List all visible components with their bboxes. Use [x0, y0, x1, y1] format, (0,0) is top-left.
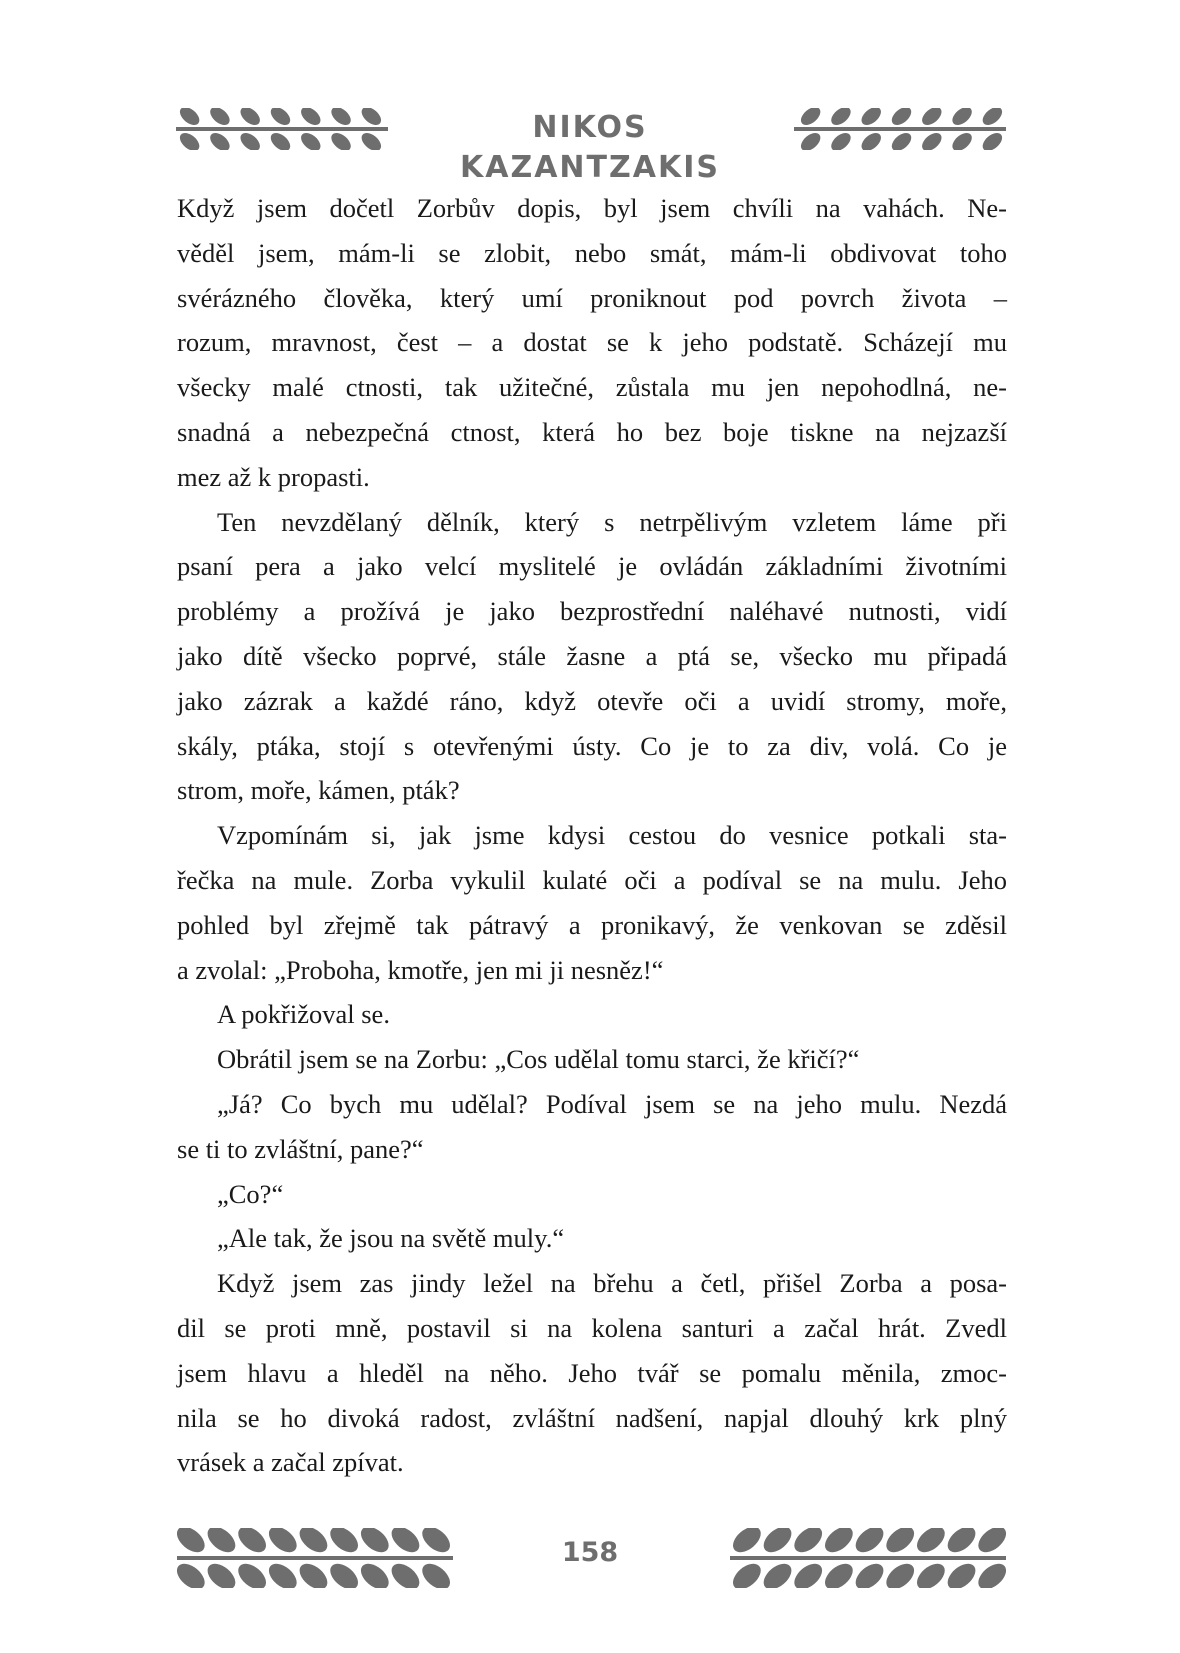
text-line: „Co?“ — [217, 1178, 284, 1209]
leaf-icon — [207, 108, 233, 128]
leaf-icon — [203, 1559, 240, 1588]
text-line: nila se ho divoká radost, zvláštní nadšení, napjal dlouhý krk plný — [177, 1402, 1007, 1433]
text-line: řečka na mule. Zorba vykulil kulaté oči a podíval se na mulu. Jeho — [177, 864, 1007, 895]
leaf-icon — [177, 130, 203, 150]
paragraph — [177, 1172, 1007, 1217]
paragraph — [177, 186, 1007, 500]
leaf-icon — [356, 1528, 393, 1557]
text-line: Když jsem dočetl Zorbův dopis, byl jsem chvíli na vahách. Ne- — [177, 193, 1007, 223]
ornament-stem — [794, 127, 1006, 131]
leaf-icon — [949, 108, 975, 128]
paragraph — [177, 1037, 1007, 1082]
paragraph — [177, 992, 1007, 1037]
text-line: pohled byl zřejmě tak pátravý a pronikavý, že venkovan se zděsil — [177, 909, 1007, 940]
leaf-icon — [828, 130, 854, 150]
text-line: strom, moře, kámen, pták? — [177, 775, 460, 806]
ornament-footer-left — [177, 1528, 453, 1588]
leaf-icon — [828, 108, 854, 128]
leaf-icon — [418, 1528, 453, 1557]
leaf-icon — [295, 1528, 332, 1557]
leaf-icon — [882, 1559, 919, 1588]
leaf-icon — [234, 1528, 271, 1557]
ornament-footer-right — [730, 1528, 1006, 1588]
leaf-icon — [949, 130, 975, 150]
leaf-icon — [326, 1528, 363, 1557]
paragraph — [177, 500, 1007, 814]
leaf-icon — [943, 1559, 980, 1588]
leaf-icon — [387, 1528, 424, 1557]
text-line: problémy a prožívá je jako bezprostřední naléhavé nutnosti, vidí — [177, 596, 1007, 627]
paragraph — [177, 1261, 1007, 1485]
text-line: rozum, mravnost, čest – a dostat se k jeho podstatě. Scházejí mu — [177, 327, 1007, 358]
leaf-icon — [234, 1559, 271, 1588]
text-line: Vzpomínám si, jak jsme kdysi cestou do vesnice potkali sta- — [217, 820, 1007, 851]
text-line: jako dítě všecko poprvé, stále žasne a ptá se, všecko mu připadá — [177, 640, 1007, 671]
text-line: mez až k propasti. — [177, 461, 370, 492]
ornament-stem — [177, 1556, 453, 1560]
leaf-icon — [858, 130, 884, 150]
leaf-icon — [851, 1559, 888, 1588]
leaf-icon — [919, 130, 945, 150]
leaf-icon — [203, 1528, 240, 1557]
ornament-header-right — [794, 108, 1006, 150]
leaf-icon — [912, 1528, 949, 1557]
text-line: a zvolal: „Proboha, kmotře, jen mi ji nesněz!“ — [177, 954, 664, 985]
leaf-icon — [820, 1559, 857, 1588]
leaf-icon — [820, 1528, 857, 1557]
leaf-icon — [759, 1528, 796, 1557]
leaf-icon — [264, 1559, 301, 1588]
text-line: A pokřižoval se. — [217, 999, 390, 1030]
leaf-icon — [264, 1528, 301, 1557]
text-line: Když jsem zas jindy ležel na břehu a četl, přišel Zorba a posa- — [217, 1268, 1007, 1299]
running-header-author: NIKOS KAZANTZAKIS — [460, 110, 720, 185]
leaf-icon — [207, 130, 233, 150]
page-number: 158 — [561, 1537, 619, 1568]
leaf-icon — [882, 1528, 919, 1557]
leaf-icon — [267, 130, 293, 150]
leaf-icon — [798, 108, 824, 128]
leaf-icon — [943, 1528, 980, 1557]
text-line: jsem hlavu a hleděl na něho. Jeho tvář se pomalu měnila, zmoc- — [177, 1357, 1007, 1388]
text-line: Obrátil jsem se na Zorbu: „Cos udělal tomu starci, že křičí?“ — [217, 1044, 860, 1075]
leaf-icon — [358, 130, 384, 150]
leaf-icon — [730, 1559, 765, 1588]
leaf-icon — [889, 130, 915, 150]
leaf-icon — [979, 130, 1005, 150]
paragraph — [177, 1216, 1007, 1261]
leaf-icon — [298, 130, 324, 150]
text-line: jako zázrak a každé ráno, když otevře oči a uvidí stromy, moře, — [177, 685, 1007, 716]
text-line: se ti to zvláštní, pane?“ — [177, 1133, 424, 1164]
body-text — [177, 186, 1007, 1485]
leaf-icon — [358, 108, 384, 128]
leaf-icon — [387, 1559, 424, 1588]
leaf-icon — [889, 108, 915, 128]
leaf-icon — [790, 1559, 827, 1588]
text-line: svérázného člověka, který umí proniknout pod povrch života – — [177, 282, 1007, 313]
leaf-icon — [851, 1528, 888, 1557]
leaf-icon — [177, 1528, 209, 1557]
text-line: věděl jsem, mám-li se zlobit, nebo smát, mám-li obdivovat toho — [177, 237, 1007, 268]
leaf-icon — [912, 1559, 949, 1588]
leaf-icon — [328, 130, 354, 150]
text-line: skály, ptáka, stojí s otevřenými ústy. Co je to za div, volá. Co je — [177, 730, 1007, 761]
text-line: „Ale tak, že jsou na světě muly.“ — [217, 1223, 565, 1254]
leaf-icon — [298, 108, 324, 128]
leaf-icon — [979, 108, 1005, 128]
leaf-icon — [177, 1559, 209, 1588]
paragraph — [177, 1082, 1007, 1172]
ornament-stem — [730, 1556, 1006, 1560]
leaf-icon — [418, 1559, 453, 1588]
leaf-icon — [759, 1559, 796, 1588]
text-line: dil se proti mně, postavil si na kolena santuri a začal hrát. Zvedl — [177, 1312, 1007, 1343]
ornament-header-left — [176, 108, 388, 150]
leaf-icon — [267, 108, 293, 128]
leaf-icon — [974, 1559, 1006, 1588]
text-line: snadná a nebezpečná ctnost, která ho bez boje tiskne na nejzazší — [177, 416, 1007, 447]
leaf-icon — [790, 1528, 827, 1557]
leaf-icon — [798, 130, 824, 150]
leaf-icon — [326, 1559, 363, 1588]
leaf-icon — [974, 1528, 1006, 1557]
leaf-icon — [356, 1559, 393, 1588]
leaf-icon — [328, 108, 354, 128]
leaf-icon — [237, 130, 263, 150]
text-line: všecky malé ctnosti, tak užitečné, zůstala mu jen nepohodlná, ne- — [177, 372, 1007, 403]
paragraph — [177, 813, 1007, 992]
leaf-icon — [919, 108, 945, 128]
leaf-icon — [295, 1559, 332, 1588]
leaf-icon — [177, 108, 203, 128]
text-line: psaní pera a jako velcí myslitelé je ovládán základními životními — [177, 551, 1007, 582]
text-line: vrásek a začal zpívat. — [177, 1447, 404, 1478]
ornament-stem — [176, 127, 388, 131]
leaf-icon — [858, 108, 884, 128]
leaf-icon — [237, 108, 263, 128]
text-line: Ten nevzdělaný dělník, který s netrpělivým vzletem láme při — [217, 506, 1007, 537]
text-line: „Já? Co bych mu udělal? Podíval jsem se na jeho mulu. Nezdá — [217, 1088, 1007, 1119]
leaf-icon — [730, 1528, 765, 1557]
